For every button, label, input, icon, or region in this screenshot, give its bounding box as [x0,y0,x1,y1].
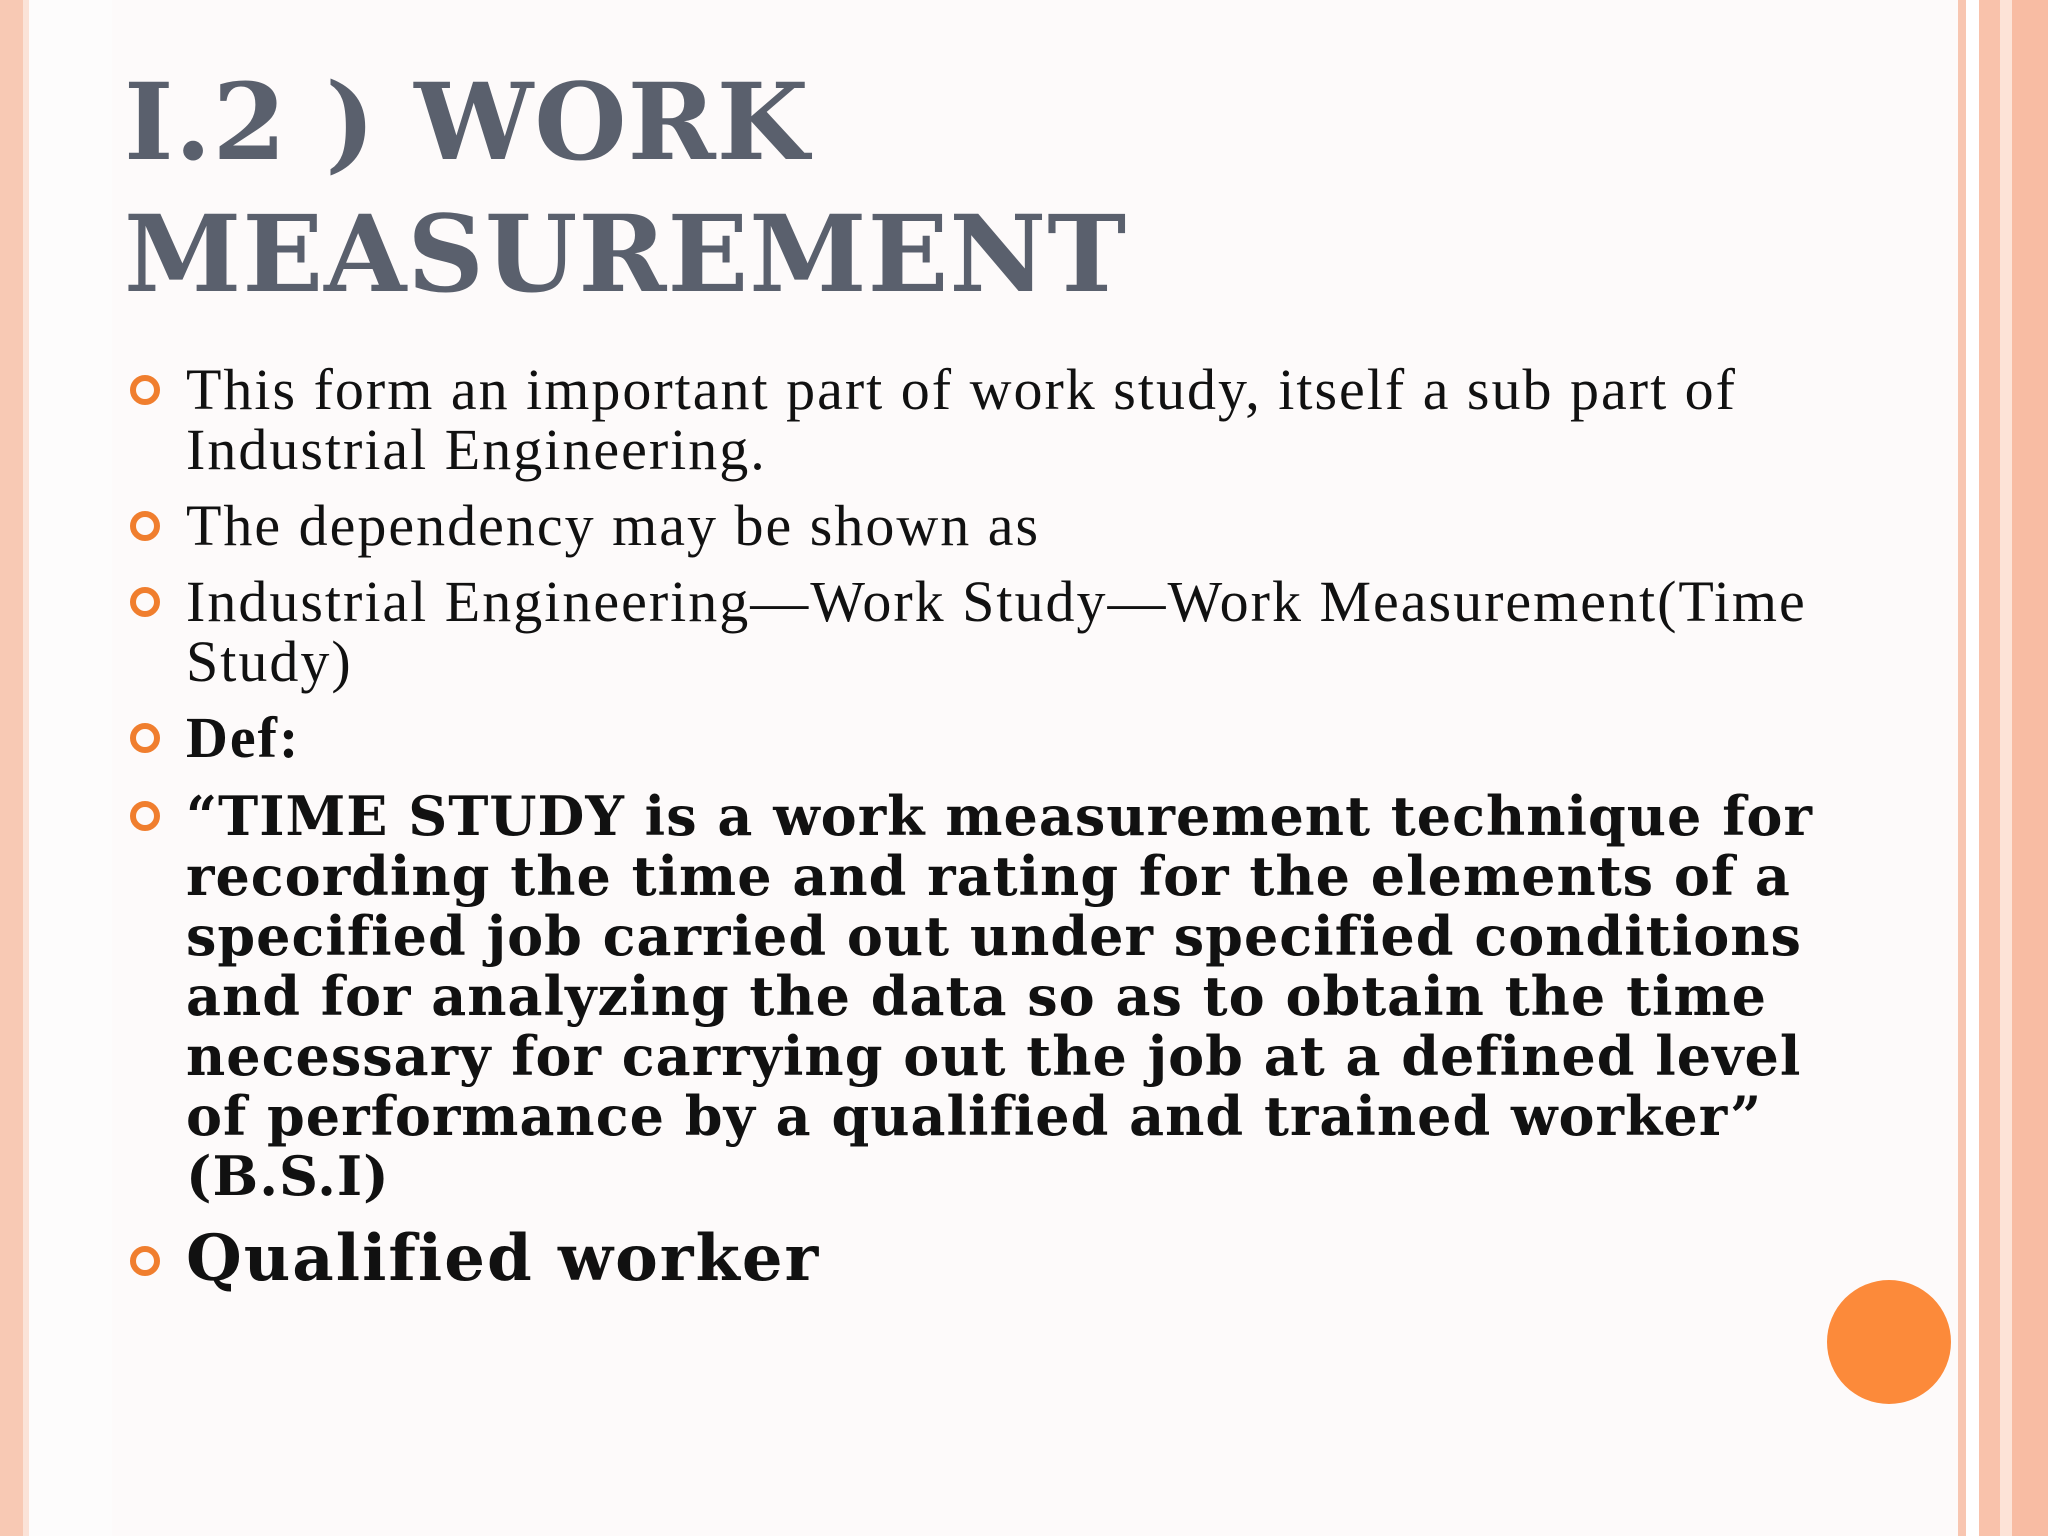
hollow-circle-bullet-icon [130,587,160,617]
hollow-circle-bullet-icon [130,801,160,831]
bullet-text: “TIME STUDY is a work measurement technique for recording the time and rating for the elements of a specified job carried out under specified conditions and for analyzing the data so as to obtain the time necessary for carrying out the job at a defined level of performance by a qualified and trained worker” (B.S.I) [186,784,1813,1208]
orange-circle-decoration [1827,1280,1951,1404]
bullet-text: Qualified worker [186,1221,821,1296]
bullet-list [130,357,1830,1296]
right-border-gap [1966,0,1979,1536]
bullet-item-hierarchy [130,569,1830,694]
hollow-circle-bullet-icon [130,375,160,405]
bullet-item-work-study [130,357,1830,482]
left-border-stripe [0,0,23,1536]
bullet-item-time-study-definition [130,786,1830,1206]
hollow-circle-bullet-icon [130,511,160,541]
hollow-circle-bullet-icon [130,1246,160,1276]
hollow-circle-bullet-icon [130,723,160,753]
bullet-text: Industrial Engineering—Work Study—Work Measurement(Time Study) [186,569,1807,694]
bullet-text: Def: [186,705,301,770]
slide-title-line-2: MEASUREMENT [124,191,1128,316]
right-border-stripe-light [2000,0,2012,1536]
bullet-item-def [130,705,1830,770]
bullet-text: The dependency may be shown as [186,493,1041,558]
right-border-stripe-wide [1979,0,2000,1536]
right-border-stripe [1958,0,1966,1536]
right-border-stripe-outer [2012,0,2048,1536]
bullet-text: This form an important part of work study, itself a sub part of Industrial Engineering. [186,357,1737,482]
slide-title-line-1: I.2 ) WORK [124,59,810,184]
bullet-item-dependency [130,493,1830,558]
slide-title [124,56,1524,320]
left-border-inner-stripe [23,0,29,1536]
bullet-item-qualified-worker [130,1221,1830,1296]
